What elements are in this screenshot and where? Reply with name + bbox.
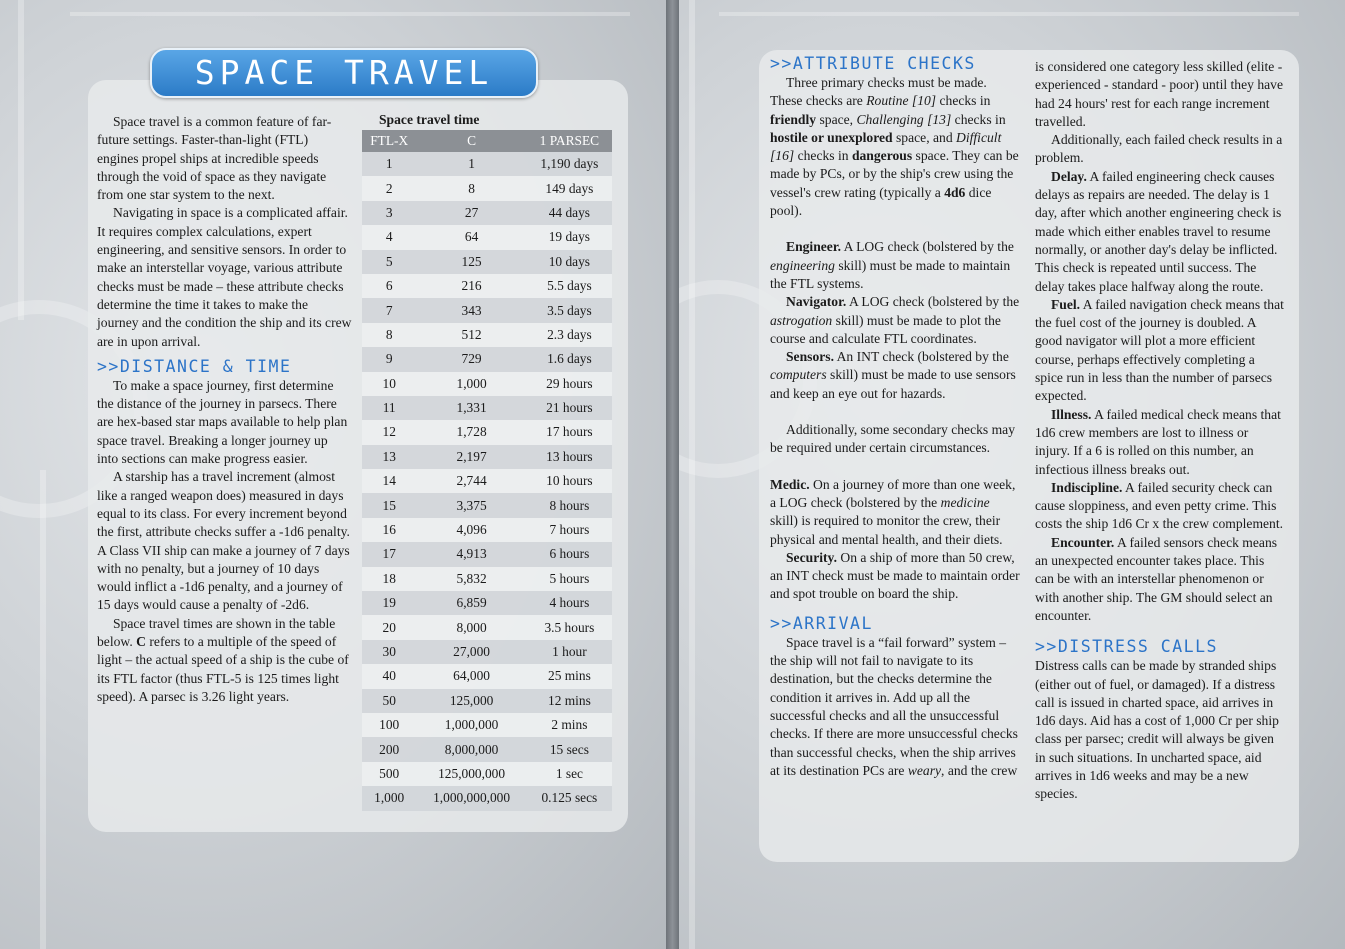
table-row [362, 567, 612, 591]
c-cell: 1,000 [416, 372, 526, 396]
table-row [362, 347, 612, 371]
section-heading-arrival: >>ARRIVAL [770, 613, 873, 633]
problem-paragraph: Additionally, each failed check results in a problem. [1035, 132, 1283, 166]
intro-paragraph: Navigating in space is a complicated affair. It requires complex calculations, expert engineering, and sensitive sensors. In order to make an interstellar voyage, various attribute checks must be made – these attribute checks determine the time it takes to make the journey and the condition the ship and its crew are in upon arrival. [97, 205, 352, 349]
section-heading-attribute-checks: >>ATTRIBUTE CHECKS [770, 54, 976, 73]
ftl-cell: 200 [362, 737, 416, 761]
ftl-cell: 8 [362, 323, 416, 347]
c-cell: 6,859 [416, 591, 526, 615]
c-cell: 3,375 [416, 493, 526, 517]
c-cell: 64,000 [416, 664, 526, 688]
times-paragraph: Space travel times are shown in the table below. C refers to a multiple of the speed of light – the actual speed of a ship is the cube of its FTL factor (thus FTL-5 is 125 times light speed). A parsec is 3.26 light years. [97, 615, 349, 704]
ftl-cell: 20 [362, 615, 416, 639]
parsec-time-cell: 5 hours [527, 567, 612, 591]
ftl-cell: 10 [362, 372, 416, 396]
parsec-time-cell: 5.5 days [527, 274, 612, 298]
parsec-time-cell: 149 days [527, 176, 612, 200]
table-row [362, 152, 612, 176]
secondary-paragraph: Additionally, some secondary checks may be required under certain circumstances. [770, 422, 1016, 456]
indiscipline-paragraph: Indiscipline. A failed security check can cause sloppiness, and even petty crime. This costs the ship 1d6 Cr x the crew complement. [1035, 479, 1284, 532]
table-row [362, 396, 612, 420]
table-row [362, 372, 612, 396]
table-row [362, 615, 612, 639]
skill-paragraph: is considered one category less skilled (elite - experienced - standard - poor) until they have had 24 hours' rest for each range increment travelled. [1035, 59, 1283, 129]
ftl-cell: 5 [362, 250, 416, 274]
decorative-line [689, 0, 695, 949]
c-cell: 125,000,000 [416, 762, 526, 786]
right-column-1 [770, 54, 1020, 780]
decorative-line [40, 470, 46, 949]
table-row [362, 689, 612, 713]
ftl-cell: 12 [362, 420, 416, 444]
ftl-cell: 13 [362, 445, 416, 469]
sensors-paragraph: Sensors. An INT check (bolstered by the computers skill) must be made to use sensors and keep an eye out for hazards. [770, 349, 1016, 401]
decorative-line [719, 12, 1299, 16]
parsec-time-cell: 15 secs [527, 737, 612, 761]
ftl-cell: 4 [362, 225, 416, 249]
parsec-time-cell: 12 mins [527, 689, 612, 713]
table-caption: Space travel time [379, 112, 480, 127]
parsec-time-cell: 10 days [527, 250, 612, 274]
security-paragraph: Security. On a ship of more than 50 crew, an INT check must be made to maintain order and spot trouble on board the ship. [770, 549, 1020, 602]
parsec-time-cell: 44 days [527, 201, 612, 225]
table-row [362, 420, 612, 444]
right-page [679, 0, 1345, 949]
parsec-time-cell: 1.6 days [527, 347, 612, 371]
ftl-cell: 1 [362, 152, 416, 176]
table-row [362, 323, 612, 347]
engineer-paragraph: Engineer. A LOG check (bolstered by the engineering skill) must be made to maintain the FTL systems. [770, 239, 1014, 291]
parsec-time-cell: 3.5 hours [527, 615, 612, 639]
parsec-time-cell: 6 hours [527, 542, 612, 566]
parsec-time-cell: 25 mins [527, 664, 612, 688]
right-column-2 [1035, 58, 1285, 804]
ftl-cell: 17 [362, 542, 416, 566]
illness-paragraph: Illness. A failed medical check means that 1d6 crew members are lost to illness or injury. If a 6 is rolled on this number, an infectious illness breaks out. [1035, 406, 1281, 477]
table-row [362, 737, 612, 761]
ftl-cell: 15 [362, 493, 416, 517]
distance-paragraph: To make a space journey, first determine the distance of the journey in parsecs. There are hex-based star maps available to help plan space travel. Breaking a longer journey up into sections can make progress easier. [97, 377, 348, 467]
parsec-time-cell: 29 hours [527, 372, 612, 396]
ftl-cell: 7 [362, 298, 416, 322]
ftl-cell: 14 [362, 469, 416, 493]
parsec-time-cell: 1 hour [527, 640, 612, 664]
c-cell: 8,000 [416, 615, 526, 639]
table-row [362, 298, 612, 322]
c-cell: 1,728 [416, 420, 526, 444]
parsec-time-cell: 0.125 secs [527, 786, 612, 810]
column-header: FTL-X [362, 130, 416, 152]
c-cell: 1,331 [416, 396, 526, 420]
table-row [362, 786, 612, 810]
table-row [362, 713, 612, 737]
column-header: 1 PARSEC [527, 130, 612, 152]
c-cell: 27 [416, 201, 526, 225]
table-row [362, 274, 612, 298]
parsec-time-cell: 17 hours [527, 420, 612, 444]
attribute-paragraph: Three primary checks must be made. These checks are Routine [10] checks in friendly space, Challenging [13] checks in hostile or unexplored space, and Difficult [16] checks in dangerous space. They can be made by PCs, or by the ship's crew using the vessel's crew rating (typically a 4d6 dice pool). [770, 75, 1019, 219]
ftl-cell: 50 [362, 689, 416, 713]
parsec-time-cell: 1,190 days [527, 152, 612, 176]
table-row [362, 762, 612, 786]
ftl-cell: 1,000 [362, 786, 416, 810]
table-row [362, 469, 612, 493]
parsec-time-cell: 2 mins [527, 713, 612, 737]
c-cell: 5,832 [416, 567, 526, 591]
ftl-cell: 30 [362, 640, 416, 664]
c-cell: 4,096 [416, 518, 526, 542]
table-row [362, 664, 612, 688]
ftl-cell: 18 [362, 567, 416, 591]
page-gutter [666, 0, 679, 949]
c-cell: 2,744 [416, 469, 526, 493]
delay-paragraph: Delay. A failed engineering check causes delays as repairs are needed. The delay is 1 day, after which another engineering check is made which either enables travel to resume normally, or another day's delay be inflicted. This check is repeated until success. The delay takes place halfway along the route. [1035, 168, 1282, 294]
page-title: SPACE TRAVEL [150, 48, 538, 98]
c-cell: 512 [416, 323, 526, 347]
table-row [362, 176, 612, 200]
parsec-time-cell: 8 hours [527, 493, 612, 517]
intro-paragraph: Space travel is a common feature of far-future settings. Faster-than-light (FTL) engines propel ships at incredible speeds through the void of space as they navigate from one star system to the next. [97, 114, 332, 203]
table-row [362, 201, 612, 225]
ftl-cell: 40 [362, 664, 416, 688]
parsec-time-cell: 21 hours [527, 396, 612, 420]
parsec-time-cell: 4 hours [527, 591, 612, 615]
parsec-time-cell: 2.3 days [527, 323, 612, 347]
section-heading-distance: >>DISTANCE & TIME [97, 356, 292, 376]
c-cell: 343 [416, 298, 526, 322]
c-cell: 64 [416, 225, 526, 249]
ftl-cell: 2 [362, 176, 416, 200]
ftl-cell: 3 [362, 201, 416, 225]
ftl-cell: 500 [362, 762, 416, 786]
distress-paragraph: Distress calls can be made by stranded ships (either out of fuel, or damaged). If a distress call is issued in charted space, aid arrives in 1d6 days. Aid has a cost of 1,000 Cr per ship class per parsec; credit will always be given in such situations. In uncharted space, aid arrives in 1d6 weeks and may be a new species. [1035, 658, 1279, 802]
ftl-cell: 100 [362, 713, 416, 737]
c-cell: 1,000,000 [416, 713, 526, 737]
decorative-line [18, 0, 24, 320]
space-travel-table [362, 110, 612, 811]
medic-paragraph: Medic. On a journey of more than one week, a LOG check (bolstered by the medicine skill) is required to monitor the crew, their physical and mental health, and their diets. [770, 476, 1016, 547]
c-cell: 1,000,000,000 [416, 786, 526, 810]
table-row [362, 591, 612, 615]
parsec-time-cell: 13 hours [527, 445, 612, 469]
c-cell: 125 [416, 250, 526, 274]
left-column [97, 113, 352, 706]
table-row [362, 640, 612, 664]
c-cell: 27,000 [416, 640, 526, 664]
ftl-cell: 11 [362, 396, 416, 420]
ftl-cell: 19 [362, 591, 416, 615]
c-cell: 8 [416, 176, 526, 200]
c-cell: 125,000 [416, 689, 526, 713]
decorative-line [70, 12, 630, 16]
table-row [362, 225, 612, 249]
table-row [362, 542, 612, 566]
table-row [362, 493, 612, 517]
ftl-cell: 9 [362, 347, 416, 371]
table-body [362, 152, 612, 811]
c-cell: 4,913 [416, 542, 526, 566]
c-cell: 216 [416, 274, 526, 298]
section-heading-distress-calls: >>DISTRESS CALLS [1035, 637, 1218, 657]
left-page [0, 0, 666, 949]
parsec-time-cell: 7 hours [527, 518, 612, 542]
parsec-time-cell: 19 days [527, 225, 612, 249]
parsec-time-cell: 10 hours [527, 469, 612, 493]
arrival-paragraph: Space travel is a “fail forward” system – the ship will not fail to navigate to its destination, but the checks determine the condition it arrives in. Add up all the successful checks and all the unsuccessful checks. If there are more unsuccessful checks than successful checks, when the ship arrives at its destination PCs are weary, and the crew [770, 634, 1018, 778]
distance-paragraph: A starship has a travel increment (almost like a ranged weapon does) measured in days equal to its class. For every increment beyond the first, attribute checks suffer a -1d6 penalty. A Class VII ship can make a journey of 7 days with no penalty, but a journey of 10 days would inflict a -1d6 penalty, and a journey of 15 days would cause a penalty of -2d6. [97, 469, 350, 613]
encounter-paragraph: Encounter. A failed sensors check means an unexpected encounter takes place. This can be with an interstellar phenomenon or with another ship. The GM should select an encounter. [1035, 534, 1278, 623]
navigator-paragraph: Navigator. A LOG check (bolstered by the astrogation skill) must be made to plot the course and calculate FTL coordinates. [770, 294, 1020, 346]
table-row [362, 250, 612, 274]
ftl-cell: 6 [362, 274, 416, 298]
ftl-cell: 16 [362, 518, 416, 542]
column-header: C [416, 130, 526, 152]
c-cell: 8,000,000 [416, 737, 526, 761]
fuel-paragraph: Fuel. A failed navigation check means that the fuel cost of the journey is doubled. A good navigator will plot a more efficient course, perhaps effectively completing a spice run in less than the number of parsecs expected. [1035, 296, 1284, 404]
table-row [362, 518, 612, 542]
c-cell: 729 [416, 347, 526, 371]
parsec-time-cell: 3.5 days [527, 298, 612, 322]
parsec-time-cell: 1 sec [527, 762, 612, 786]
c-cell: 2,197 [416, 445, 526, 469]
table-row [362, 445, 612, 469]
c-cell: 1 [416, 152, 526, 176]
